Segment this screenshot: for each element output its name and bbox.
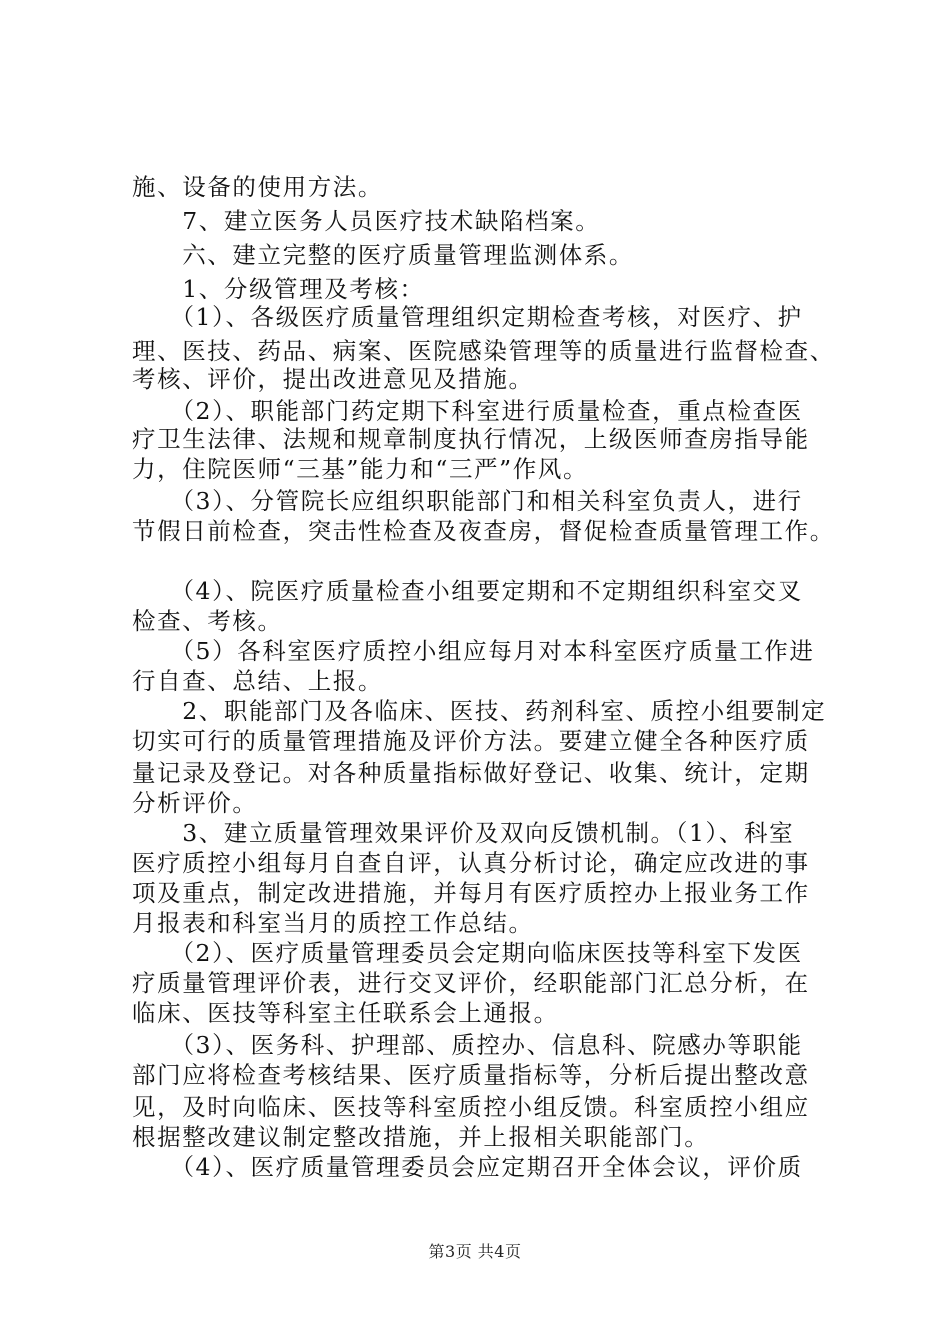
body-text-line: （4）、院医疗质量检查小组要定期和不定期组织科室交叉 [132,577,803,605]
body-text-line: 根据整改建议制定整改措施，并上报相关职能部门。 [132,1123,710,1151]
body-text-line: 考核、评价，提出改进意见及措施。 [132,365,534,393]
body-text-line: 疗质量管理评价表，进行交叉评价，经职能部门汇总分析，在 [132,969,810,997]
body-text-line: （2）、职能部门药定期下科室进行质量检查，重点检查医 [132,397,803,425]
body-text-line: 3、建立质量管理效果评价及双向反馈机制。（1）、科室 [132,819,795,847]
body-text-line: 量记录及登记。对各种质量指标做好登记、收集、统计，定期 [132,759,810,787]
body-text-line: 月报表和科室当月的质控工作总结。 [132,909,534,937]
body-text-line: 2、职能部门及各临床、医技、药剂科室、质控小组要制定 [132,697,827,725]
body-text-line: （4）、医疗质量管理委员会应定期召开全体会议，评价质 [132,1153,803,1181]
body-text-line: 分析评价。 [132,789,258,817]
body-text-line: （3）、医务科、护理部、质控办、信息科、院感办等职能 [132,1031,803,1059]
body-text-line: （2）、医疗质量管理委员会定期向临床医技等科室下发医 [132,939,803,967]
body-text-line: 节假日前检查，突击性检查及夜查房，督促检查质量管理工作。 [132,517,835,545]
body-text-line: 部门应将检查考核结果、医疗质量指标等，分析后提出整改意 [132,1061,810,1089]
body-text-line: 临床、医技等科室主任联系会上通报。 [132,999,559,1027]
body-text-line: 疗卫生法律、法规和规章制度执行情况，上级医师查房指导能 [132,425,810,453]
body-text-line: 力，住院医师“三基”能力和“三严”作风。 [132,455,589,483]
body-text-line: 施、设备的使用方法。 [132,173,383,201]
body-text-line: 见，及时向临床、医技等科室质控小组反馈。科室质控小组应 [132,1093,810,1121]
body-text-line: 切实可行的质量管理措施及评价方法。要建立健全各种医疗质 [132,727,810,755]
body-text-line: 项及重点，制定改进措施，并每月有医疗质控办上报业务工作 [132,879,810,907]
body-text-line: 医疗质控小组每月自查自评，认真分析讨论，确定应改进的事 [132,849,810,877]
body-text-line: （5）各科室医疗质控小组应每月对本科室医疗质量工作进 [132,637,815,665]
body-text-line: 7、建立医务人员医疗技术缺陷档案。 [132,207,601,235]
body-text-line: （3）、分管院长应组织职能部门和相关科室负责人，进行 [132,487,803,515]
body-text-line: （1）、各级医疗质量管理组织定期检查考核，对医疗、护 [132,303,803,331]
page-number-footer: 第3页 共4页 [428,1242,522,1261]
body-text-line: 行自查、总结、上报。 [132,667,383,695]
body-text-line: 理、医技、药品、病案、医院感染管理等的质量进行监督检查、 [132,337,835,365]
body-text-line: 检查、考核。 [132,607,283,635]
subsection-heading: 1、分级管理及考核： [132,275,425,303]
section-heading: 六、建立完整的医疗质量管理监测体系。 [132,241,634,269]
